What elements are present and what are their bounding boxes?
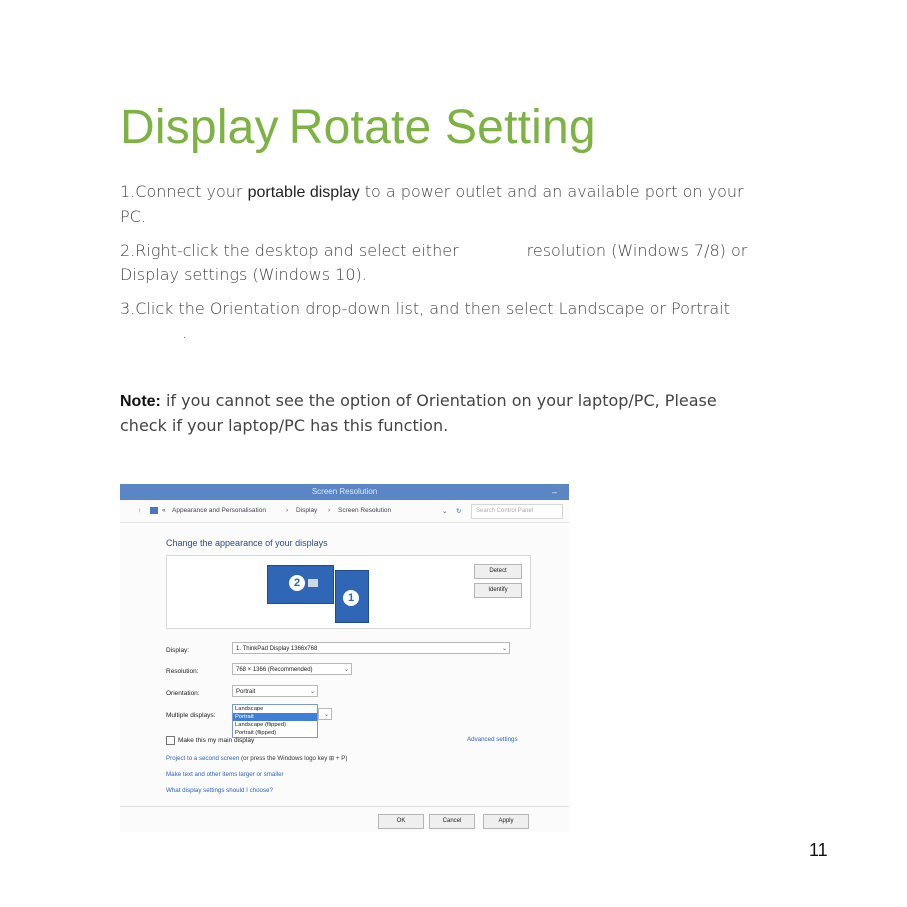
- screen-resolution-screenshot: [120, 484, 569, 832]
- monitor-2[interactable]: [267, 565, 334, 604]
- monitor-icon: [308, 579, 318, 587]
- display-value: 1. ThinkPad Display 1366x768: [236, 646, 318, 652]
- step-3-text-b: .: [182, 323, 188, 342]
- step-3-text-a: 3.Click the Orientation drop-down list, and then select Landscape or Portrait: [120, 299, 730, 318]
- dropdown-chevron-icon[interactable]: ⌄: [442, 508, 448, 515]
- note-text: if you cannot see the option of Orientation on your laptop/PC, Please check if your laptop/PC has this function.: [120, 391, 717, 435]
- refresh-icon[interactable]: ↻: [456, 508, 462, 515]
- search-input[interactable]: Search Control Panel: [471, 504, 563, 519]
- step-1-text-a: 1.Connect your: [120, 182, 248, 201]
- resolution-select[interactable]: [232, 663, 352, 675]
- minimize-button[interactable]: –: [551, 487, 557, 497]
- orientation-select[interactable]: [232, 685, 318, 697]
- page-number: 11: [809, 840, 828, 860]
- option-landscape-flipped[interactable]: Landscape (flipped): [235, 722, 286, 728]
- section-heading: Change the appearance of your displays: [166, 538, 328, 548]
- title-rest: Rotate Setting: [288, 101, 596, 154]
- option-portrait[interactable]: Portrait: [233, 713, 317, 721]
- note-label: Note:: [120, 393, 161, 410]
- display-label: Display:: [166, 647, 190, 654]
- make-main-display-label: Make this my main display: [178, 737, 255, 745]
- breadcrumb-screen-resolution[interactable]: Screen Resolution: [338, 507, 392, 514]
- breadcrumb-display[interactable]: Display: [296, 507, 318, 514]
- window-titlebar: [120, 484, 569, 500]
- step-1-text-c: to a power outlet and an available port on your PC.: [120, 182, 744, 226]
- note: [120, 389, 760, 438]
- orientation-label: Orientation:: [166, 690, 200, 697]
- address-bar: [120, 500, 569, 523]
- chevron-down-icon: ⌄: [501, 646, 507, 652]
- step-2-text-b: resolution (Windows 7/8) or Display settings (Windows 10).: [120, 241, 748, 284]
- step-3: [120, 297, 760, 345]
- text-size-link[interactable]: Make text and other items larger or smaller: [166, 771, 284, 778]
- multiple-displays-select[interactable]: [318, 708, 332, 720]
- chevron-down-icon: ⌄: [309, 689, 315, 695]
- display-select[interactable]: [232, 642, 510, 654]
- divider: [120, 806, 569, 807]
- monitor-2-badge: 2: [289, 575, 305, 591]
- detect-button[interactable]: Detect: [474, 564, 522, 579]
- identify-button[interactable]: Identify: [474, 583, 522, 598]
- project-link[interactable]: [166, 755, 347, 762]
- breadcrumb-appearance[interactable]: Appearance and Personalisation: [172, 507, 266, 514]
- step-1: [120, 180, 760, 229]
- ok-button[interactable]: OK: [378, 814, 424, 829]
- breadcrumb-arrow-icon: ›: [286, 507, 289, 514]
- apply-button[interactable]: Apply: [483, 814, 529, 829]
- orientation-value: Portrait: [236, 689, 256, 695]
- orientation-dropdown: [232, 704, 318, 738]
- resolution-value: 768 × 1366 (Recommended): [236, 667, 313, 673]
- step-1-text-b: portable display: [247, 184, 360, 201]
- display-help-link[interactable]: What display settings should I choose?: [166, 787, 273, 794]
- make-main-display-checkbox[interactable]: [166, 736, 254, 745]
- step-2: [120, 239, 760, 287]
- advanced-settings-link[interactable]: Advanced settings: [467, 736, 518, 743]
- step-2-text-a: 2.Right-click the desktop and select either: [120, 241, 459, 260]
- cancel-button[interactable]: Cancel: [429, 814, 475, 829]
- breadcrumb-sep-icon: «: [162, 507, 166, 514]
- chevron-down-icon: ⌄: [323, 712, 329, 718]
- chevron-down-icon: ⌄: [343, 667, 349, 673]
- resolution-label: Resolution:: [166, 668, 199, 675]
- option-landscape[interactable]: Landscape: [235, 706, 264, 712]
- monitor-arrangement-area[interactable]: [166, 555, 531, 629]
- multiple-displays-label: Multiple displays:: [166, 712, 216, 719]
- monitor-1[interactable]: [335, 570, 369, 623]
- breadcrumb-arrow-icon: ›: [328, 507, 331, 514]
- control-panel-icon: [150, 507, 158, 514]
- window-title: Screen Resolution: [311, 487, 378, 496]
- checkbox-icon[interactable]: [166, 736, 175, 745]
- project-link-text[interactable]: Project to a second screen: [166, 755, 240, 762]
- project-link-hint: (or press the Windows logo key ⊞ + P): [239, 755, 348, 762]
- back-arrow-icon[interactable]: ↑: [138, 507, 142, 514]
- option-portrait-flipped[interactable]: Portrait (flipped): [235, 730, 277, 736]
- title-word-display: Display: [120, 101, 279, 154]
- monitor-1-badge: 1: [343, 590, 359, 606]
- page-title: [120, 100, 596, 155]
